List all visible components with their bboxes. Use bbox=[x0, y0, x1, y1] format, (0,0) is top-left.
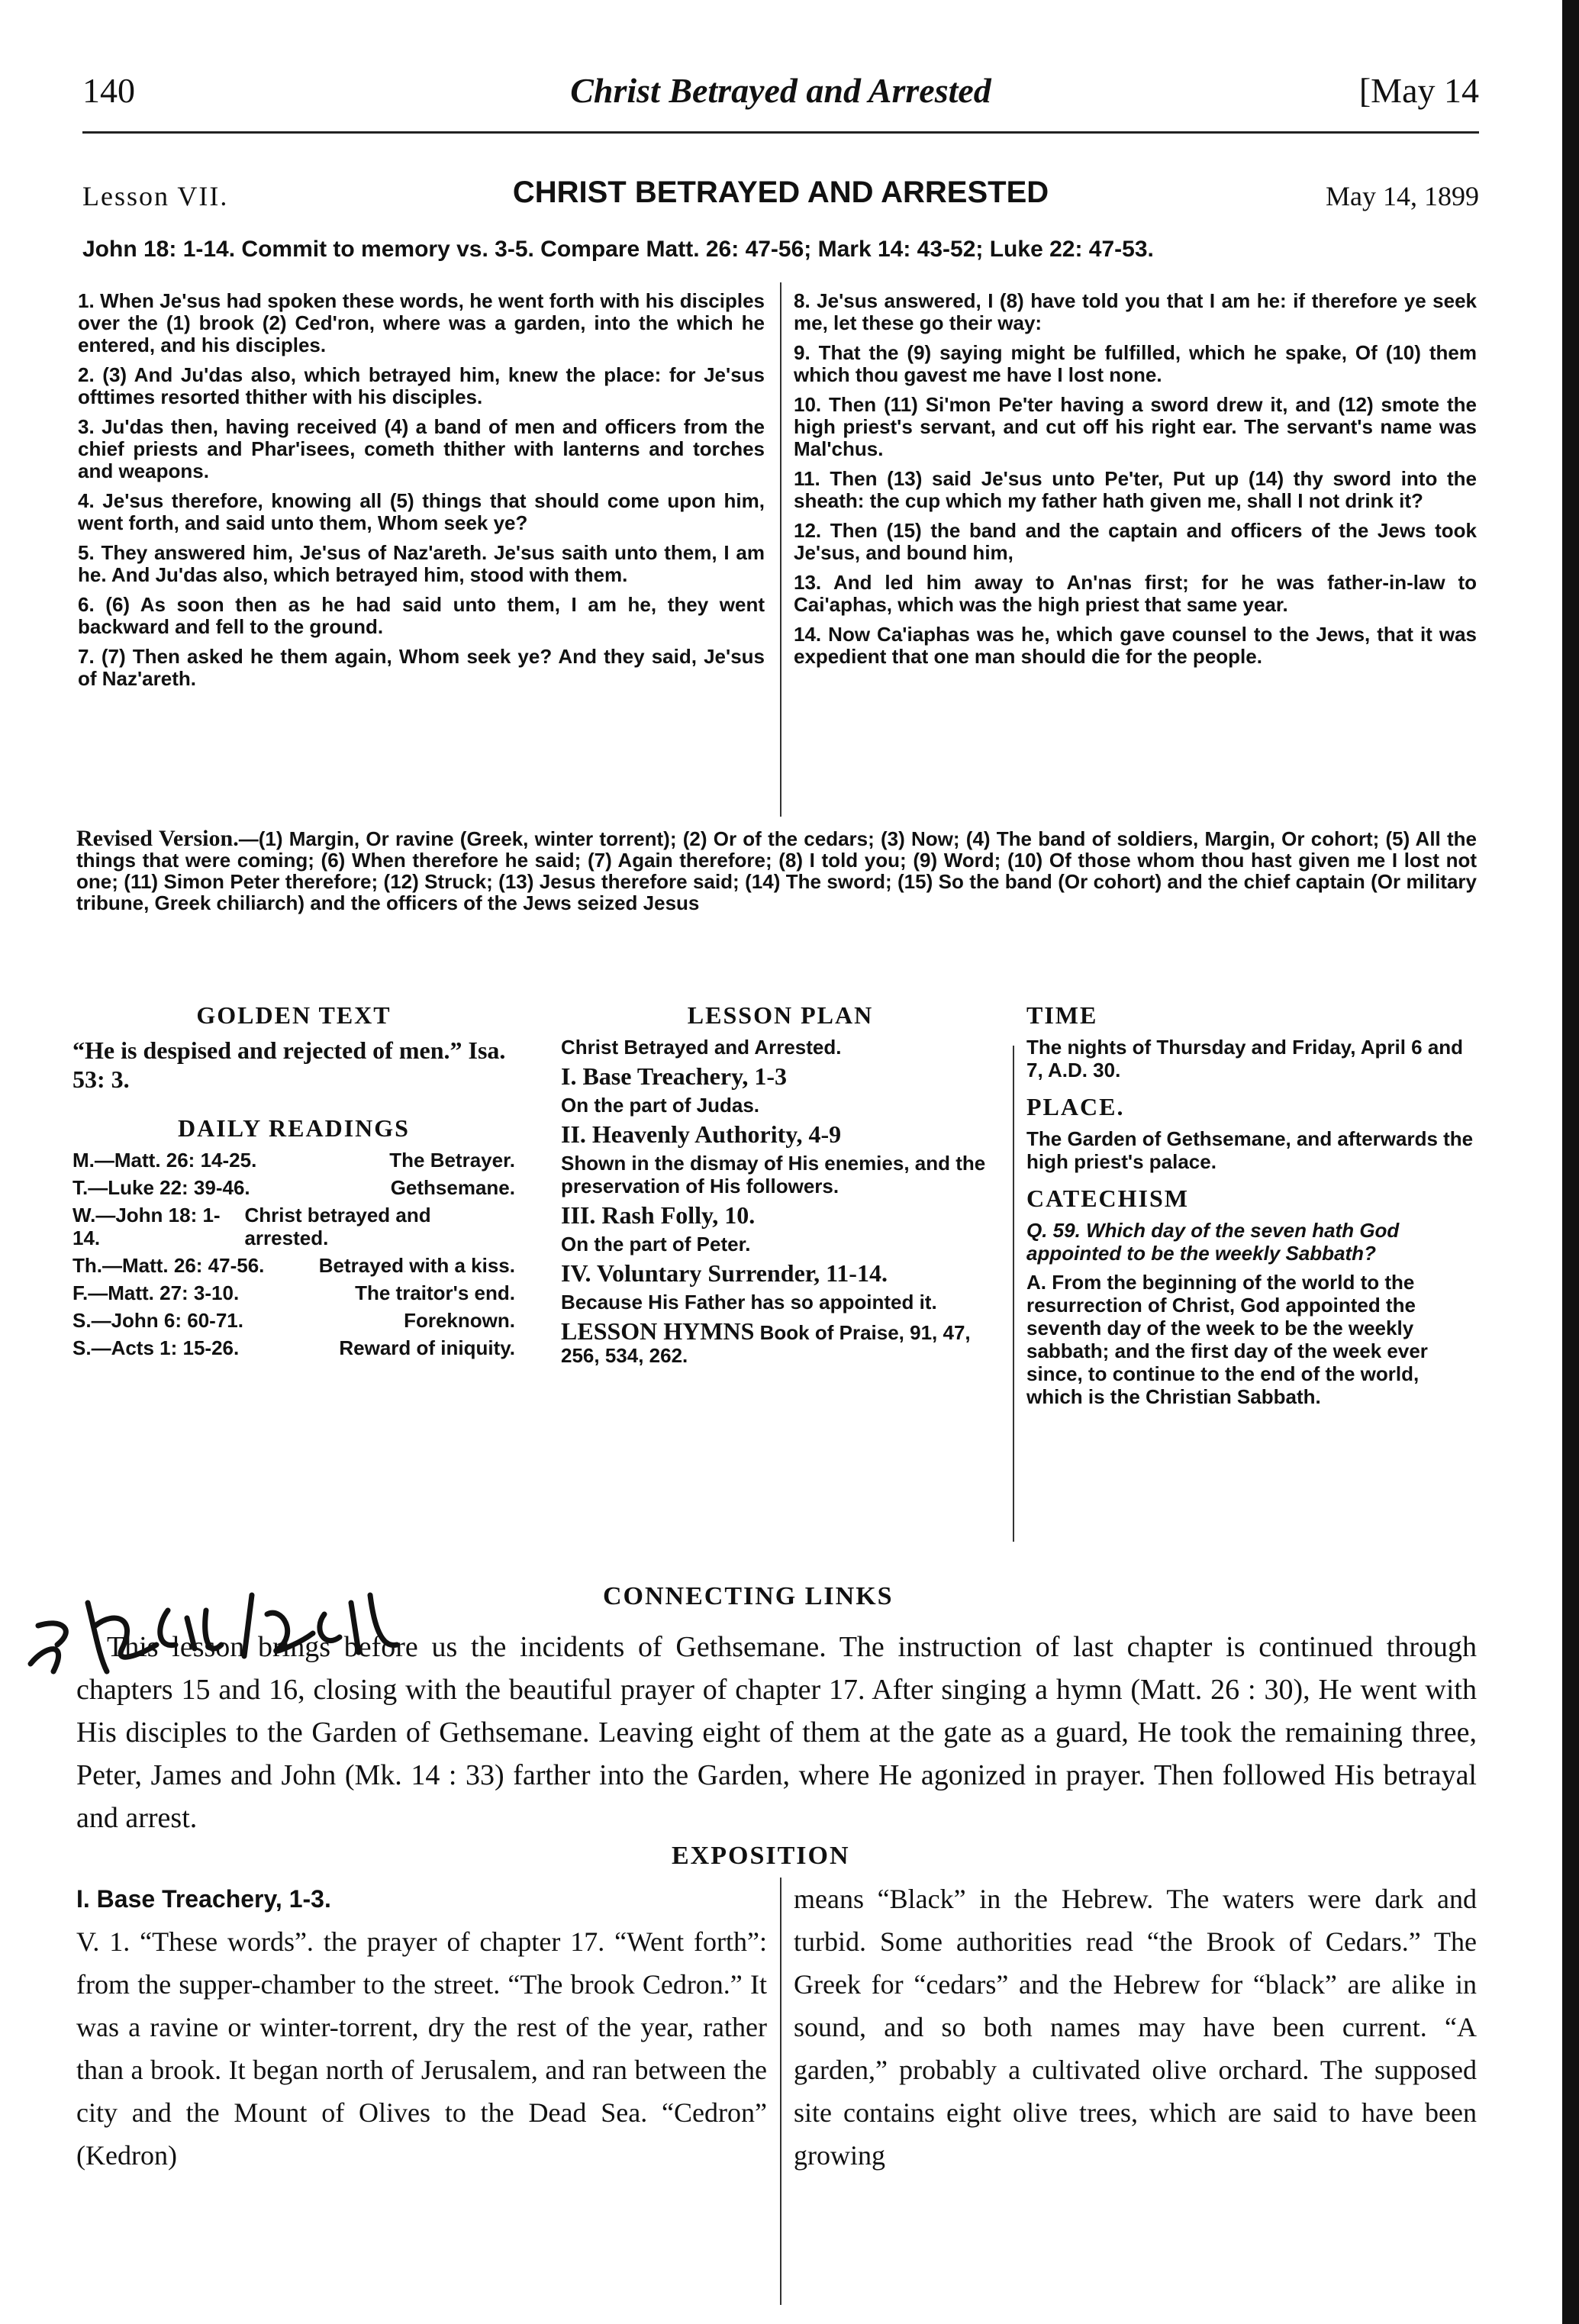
catechism-heading: CATECHISM bbox=[1026, 1185, 1189, 1212]
reading-title: Foreknown. bbox=[404, 1309, 515, 1332]
reading-title: Gethsemane. bbox=[390, 1176, 515, 1199]
revised-version-label: Revised Version. bbox=[76, 826, 239, 851]
reading-title: The Betrayer. bbox=[389, 1149, 515, 1172]
left-sidebar bbox=[73, 1001, 515, 1364]
place-text: The Garden of Gethsemane, and afterwards the high priest's palace. bbox=[1026, 1127, 1474, 1173]
right-sidebar bbox=[1026, 1001, 1477, 1414]
daily-readings-heading: DAILY READINGS bbox=[178, 1114, 410, 1142]
reading-item bbox=[73, 1309, 515, 1332]
exposition-left-text: V. 1. “These words”. the prayer of chapter 17. “Went forth”: from the supper-chamber to the street. “The brook Cedron.” It was a ravine or winter-torrent, dry the rest of the year, rather than a brook. It began north of Jerusalem, and ran between the city and the Mount of Olives to the Dead Sea. “Cedron” (Kedron) bbox=[76, 1926, 767, 2171]
reading-item bbox=[73, 1336, 515, 1359]
reading-ref: S.—Acts 1: 15-26. bbox=[73, 1336, 240, 1359]
lesson-plan-subtitle: Christ Betrayed and Arrested. bbox=[561, 1036, 842, 1059]
lesson-hymns-text: Book of Praise, 91, 47, 256, 534, 262. bbox=[561, 1321, 971, 1367]
exposition-right-text: means “Black” in the Hebrew. The waters were dark and turbid. Some authorities read “the Brook of Cedars.” The Greek for “cedars” and the Hebrew for “black” are alike in sound, and so both names may have been current. “A garden,” probably a cultivated olive orchard. The supposed site contains eight olive trees, which are said to have been growing bbox=[794, 1884, 1477, 2171]
verse: 11. Then (13) said Je'sus unto Pe'ter, Put up (14) thy sword into the sheath: the cup which my father hath given me, shall I not drink it? bbox=[794, 467, 1477, 512]
page-number: 140 bbox=[82, 71, 135, 110]
reading-item bbox=[73, 1204, 515, 1249]
lesson-date: May 14, 1899 bbox=[1326, 181, 1479, 211]
verse: 10. Then (11) Si'mon Pe'ter having a sword drew it, and (12) smote the high priest's servant, and cut off his right ear. The servant's name was Mal'chus. bbox=[794, 393, 1477, 460]
verse: 1. When Je'sus had spoken these words, he went forth with his disciples over the (1) brook (2) Ced'ron, where was a garden, into the which he entered, and his disciples. bbox=[78, 289, 765, 356]
reading-item bbox=[73, 1176, 515, 1199]
reading-item bbox=[73, 1254, 515, 1277]
verse: 9. That the (9) saying might be fulfilled, which he spake, Of (10) them which thou gavest me have I lost none. bbox=[794, 341, 1477, 386]
golden-text: “He is despised and rejected of men.” Isa. 53: 3. bbox=[73, 1036, 506, 1093]
plan-point-note: Shown in the dismay of His enemies, and the preservation of His followers. bbox=[561, 1152, 986, 1197]
reading-title: Reward of iniquity. bbox=[339, 1336, 515, 1359]
reading-ref: T.—Luke 22: 39-46. bbox=[73, 1176, 250, 1199]
golden-text-heading: GOLDEN TEXT bbox=[196, 1001, 392, 1029]
connecting-links-text bbox=[76, 1626, 1477, 1839]
time-heading: TIME bbox=[1026, 1001, 1098, 1029]
reading-item bbox=[73, 1281, 515, 1304]
reading-title: The traitor's end. bbox=[355, 1281, 515, 1304]
reading-ref: S.—John 6: 60-71. bbox=[73, 1309, 243, 1332]
catechism-question: Q. 59. Which day of the seven hath God appointed to be the weekly Sabbath? bbox=[1026, 1219, 1400, 1265]
lesson-hymns-label: LESSON HYMNS bbox=[561, 1317, 755, 1345]
column-divider bbox=[780, 1878, 781, 2305]
connecting-links-heading: CONNECTING LINKS bbox=[603, 1582, 894, 1610]
lesson-title: CHRIST BETRAYED AND ARRESTED bbox=[512, 176, 1049, 209]
reading-ref: Th.—Matt. 26: 47-56. bbox=[73, 1254, 265, 1277]
scripture-right-column bbox=[794, 290, 1477, 675]
verse: 2. (3) And Ju'das also, which betrayed him, knew the place: for Je'sus ofttimes resorted thither with his disciples. bbox=[78, 363, 765, 408]
verse: 14. Now Ca'iaphas was he, which gave counsel to the Jews, that it was expedient that one man should die for the people. bbox=[794, 623, 1477, 668]
plan-point-title: II. Heavenly Authority, 4-9 bbox=[561, 1120, 842, 1148]
reading-ref: F.—Matt. 27: 3-10. bbox=[73, 1281, 240, 1304]
reference-line: John 18: 1-14. Commit to memory vs. 3-5. Compare Matt. 26: 47-56; Mark 14: 43-52; Luke 22: 47-53. bbox=[82, 237, 1154, 262]
page-edge-shadow bbox=[1562, 0, 1579, 2324]
verse: 12. Then (15) the band and the captain and officers of the Jews took Je'sus, and bound him, bbox=[794, 519, 1477, 564]
verse: 4. Je'sus therefore, knowing all (5) things that should come upon him, went forth, and said unto them, Whom seek ye? bbox=[78, 489, 765, 534]
lesson-plan-column bbox=[561, 1001, 1000, 1373]
lesson-plan-heading: LESSON PLAN bbox=[687, 1001, 874, 1029]
catechism-answer: A. From the beginning of the world to the resurrection of Christ, God appointed the seventh day of the week to be the weekly sabbath; and the first day of the week ever since, to continue to the end of the world, which is the Christian Sabbath. bbox=[1026, 1271, 1428, 1408]
verse: 7. (7) Then asked he them again, Whom seek ye? And they said, Je'sus of Naz'areth. bbox=[78, 645, 765, 690]
header-rule bbox=[82, 131, 1479, 134]
plan-point-title: I. Base Treachery, 1-3 bbox=[561, 1062, 787, 1090]
exposition-right-column bbox=[794, 1878, 1477, 2177]
lesson-header bbox=[82, 176, 1479, 218]
reading-ref: W.—John 18: 1-14. bbox=[73, 1204, 221, 1249]
plan-point-note: On the part of Peter. bbox=[561, 1233, 751, 1255]
verse: 13. And led him away to An'nas first; for he was father-in-law to Cai'aphas, which was the high priest that same year. bbox=[794, 571, 1477, 616]
plan-point-note: On the part of Judas. bbox=[561, 1094, 760, 1117]
verse: 5. They answered him, Je'sus of Naz'areth. Je'sus saith unto them, I am he. And Ju'das also, which betrayed him, stood with them. bbox=[78, 541, 765, 586]
plan-point-title: IV. Voluntary Surrender, 11-14. bbox=[561, 1259, 888, 1287]
exposition-heading: EXPOSITION bbox=[672, 1842, 850, 1870]
running-head bbox=[82, 70, 1479, 124]
exposition-subheading: I. Base Treachery, 1-3. bbox=[76, 1885, 331, 1913]
column-divider bbox=[780, 282, 781, 817]
running-title: Christ Betrayed and Arrested bbox=[570, 71, 991, 110]
running-date: [May 14 bbox=[1358, 71, 1479, 110]
place-heading: PLACE. bbox=[1026, 1093, 1125, 1120]
reading-ref: M.—Matt. 26: 14-25. bbox=[73, 1149, 257, 1172]
verse: 6. (6) As soon then as he had said unto them, I am he, they went backward and fell to the ground. bbox=[78, 593, 765, 638]
plan-point-note: Because His Father has so appointed it. bbox=[561, 1291, 937, 1313]
plan-point-title: III. Rash Folly, 10. bbox=[561, 1201, 756, 1229]
scripture-left-column bbox=[78, 290, 765, 698]
revised-version-notes bbox=[76, 828, 1477, 914]
revised-version-text: —(1) Margin, Or ravine (Greek, winter torrent); (2) Or of the cedars; (3) Now; (4) The band of soldiers, Margin, Or cohort; (5) All the things that were coming; (6) When therefore he said; (7) Again therefore; (8) I told you; (9) Word; (10) Of those whom thou hast given me I lost not one; (11) Simon Peter therefore; (12) Struck; (13) Jesus therefore said; (14) The sword; (15) So the band (Or cohort) and the chief captain (Or military tribune, Greek chiliarch) and the officers of the Jews seized Jesus bbox=[76, 827, 1477, 914]
exposition-left-column bbox=[76, 1878, 767, 2177]
reading-title: Betrayed with a kiss. bbox=[318, 1254, 515, 1277]
reading-item bbox=[73, 1149, 515, 1172]
verse: 8. Je'sus answered, I (8) have told you that I am he: if therefore ye seek me, let these go their way: bbox=[794, 289, 1477, 334]
lesson-number: Lesson VII. bbox=[82, 181, 229, 211]
connecting-links-paragraph: This lesson brings before us the incidents of Gethsemane. The instruction of last chapter is continued through chapters 15 and 16, closing with the beautiful prayer of chapter 17. After singing a hymn (Matt. 26 : 30), He went with His disciples to the Garden of Gethsemane. Leaving eight of them at the gate as a guard, He took the remaining three, Peter, James and John (Mk. 14 : 33) farther into the Garden, where He agonized in prayer. Then followed His betrayal and arrest. bbox=[76, 1631, 1477, 1834]
verse: 3. Ju'das then, having received (4) a band of men and officers from the chief priests and Phar'isees, cometh thither with lanterns and torches and weapons. bbox=[78, 415, 765, 482]
column-divider bbox=[1013, 1046, 1014, 1542]
reading-title: Christ betrayed and arrested. bbox=[244, 1204, 431, 1249]
time-text: The nights of Thursday and Friday, April 6 and 7, A.D. 30. bbox=[1026, 1036, 1464, 1081]
